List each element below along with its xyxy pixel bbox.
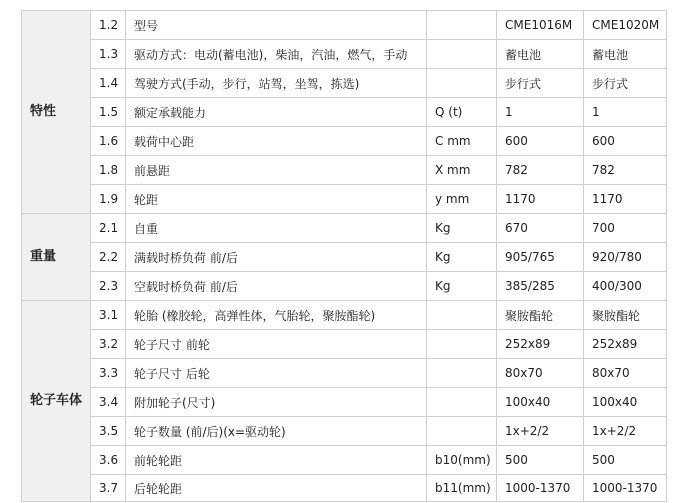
item-number: 2.1 [91,214,126,243]
item-unit: b11(mm) [427,475,497,502]
item-unit [427,330,497,359]
item-label: 额定承载能力 [126,98,427,127]
item-number: 1.9 [91,185,126,214]
item-label: 轮子数量 (前/后)(x=驱动轮) [126,417,427,446]
value-cme1016m: 100x40 [497,388,584,417]
table-row [22,475,667,502]
value-cme1020m: 782 [584,156,667,185]
value-cme1016m: 1170 [497,185,584,214]
value-cme1020m: 步行式 [584,69,667,98]
item-unit [427,40,497,69]
item-label: 前轮轮距 [126,446,427,475]
value-cme1020m: 聚胺酯轮 [584,301,667,330]
table-row [22,243,667,272]
value-cme1020m: 100x40 [584,388,667,417]
item-label: 轮距 [126,185,427,214]
item-number: 2.3 [91,272,126,301]
item-number: 3.7 [91,475,126,502]
table-row [22,388,667,417]
item-label: 轮胎 (橡胶轮，高弹性体，气胎轮，聚胺酯轮) [126,301,427,330]
table-row [22,127,667,156]
spec-table-body [22,11,667,502]
table-row [22,301,667,330]
item-number: 3.2 [91,330,126,359]
item-number: 1.8 [91,156,126,185]
item-label: 载荷中心距 [126,127,427,156]
value-cme1016m: 670 [497,214,584,243]
item-number: 1.4 [91,69,126,98]
item-label: 轮子尺寸 后轮 [126,359,427,388]
value-cme1016m: 252x89 [497,330,584,359]
item-unit: C mm [427,127,497,156]
item-label: 型号 [126,11,427,40]
item-label: 驾驶方式(手动，步行，站驾，坐驾，拣选) [126,69,427,98]
value-cme1016m: 905/765 [497,243,584,272]
table-row [22,417,667,446]
item-number: 1.3 [91,40,126,69]
item-number: 3.6 [91,446,126,475]
value-cme1016m: 蓄电池 [497,40,584,69]
item-number: 1.5 [91,98,126,127]
table-row [22,446,667,475]
value-cme1020m: 700 [584,214,667,243]
value-cme1016m: 1000-1370 [497,475,584,502]
table-row [22,214,667,243]
item-number: 3.1 [91,301,126,330]
item-unit: X mm [427,156,497,185]
value-cme1020m: 600 [584,127,667,156]
item-label: 轮子尺寸 前轮 [126,330,427,359]
item-unit [427,417,497,446]
value-cme1020m: 蓄电池 [584,40,667,69]
value-cme1016m: 600 [497,127,584,156]
item-unit [427,11,497,40]
value-cme1016m: 500 [497,446,584,475]
value-cme1016m: 聚胺酯轮 [497,301,584,330]
item-unit [427,69,497,98]
table-row [22,11,667,40]
item-unit [427,359,497,388]
value-cme1016m: 1 [497,98,584,127]
spec-table [21,10,667,502]
table-row [22,69,667,98]
item-number: 3.4 [91,388,126,417]
value-cme1020m: CME1020M [584,11,667,40]
category-label: 特性 [22,11,91,214]
value-cme1016m: CME1016M [497,11,584,40]
value-cme1016m: 80x70 [497,359,584,388]
item-number: 3.5 [91,417,126,446]
table-row [22,98,667,127]
item-unit [427,388,497,417]
category-label: 重量 [22,214,91,301]
value-cme1020m: 920/780 [584,243,667,272]
value-cme1020m: 400/300 [584,272,667,301]
item-unit: b10(mm) [427,446,497,475]
item-label: 空载时桥负荷 前/后 [126,272,427,301]
item-label: 满载时桥负荷 前/后 [126,243,427,272]
table-row [22,185,667,214]
item-unit: Kg [427,272,497,301]
value-cme1020m: 1000-1370 [584,475,667,502]
value-cme1020m: 1 [584,98,667,127]
item-label: 附加轮子(尺寸) [126,388,427,417]
value-cme1016m: 385/285 [497,272,584,301]
item-unit: y mm [427,185,497,214]
item-label: 驱动方式：电动(蓄电池)，柴油，汽油，燃气，手动 [126,40,427,69]
value-cme1016m: 1x+2/2 [497,417,584,446]
item-number: 3.3 [91,359,126,388]
value-cme1020m: 80x70 [584,359,667,388]
value-cme1020m: 1x+2/2 [584,417,667,446]
value-cme1020m: 252x89 [584,330,667,359]
item-number: 2.2 [91,243,126,272]
item-unit: Q (t) [427,98,497,127]
value-cme1016m: 782 [497,156,584,185]
item-number: 1.2 [91,11,126,40]
item-unit [427,301,497,330]
item-number: 1.6 [91,127,126,156]
item-unit: Kg [427,243,497,272]
item-label: 自重 [126,214,427,243]
value-cme1020m: 500 [584,446,667,475]
item-label: 前悬距 [126,156,427,185]
item-unit: Kg [427,214,497,243]
table-row [22,156,667,185]
value-cme1020m: 1170 [584,185,667,214]
table-row [22,330,667,359]
table-row [22,272,667,301]
value-cme1016m: 步行式 [497,69,584,98]
item-label: 后轮轮距 [126,475,427,502]
category-label: 轮子车体 [22,301,91,502]
table-row [22,40,667,69]
table-row [22,359,667,388]
